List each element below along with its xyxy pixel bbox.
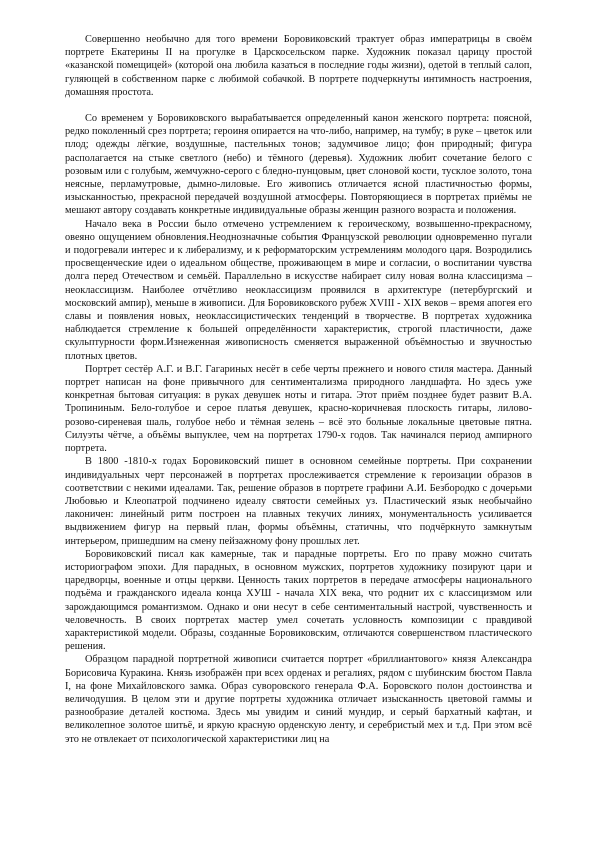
paragraph-7: Образцом парадной портретной живописи считается портрет «бриллиантового» князя Александра Борисовича Куракина. Князь изображён при всех орденах и регалиях, рядом с шубинским бюстом Павла I, на фоне Михайловского замка. Образ суворовского генерала Ф.А. Боровского полон достоинства и величодушия. В целом эти и другие портреты художника отличает изысканность цветовой гаммы и разнообразие деталей костюма. Здесь мы увидим и синий мундир, и серый бархатный кафтан, и великолепное золотое шитьё, и яркую красную орденскую ленту, и серебристый мех и т.д. При этом всё это не отвлекает от психологической характеристики лиц на bbox=[65, 654, 532, 745]
paragraph-3: Начало века в России было отмечено устремлением к героическому, возвышенно-прекрасному, овеяно ощущением обновления.Неоднозначные события Французской революции одновременно пугали и подогревали интерес и к либерализму, и к реформаторским устремлениям молодого царя. Возродились просвещенческие идеи о идеальном обществе, проживающем в мире и согласии, о воспитании чувства долга перед Отечеством и семьёй. Параллельно в искусстве набирает силу новая волна классицизма – неоклассицизм. Наиболее отчётливо неоклассицизм проявился в архитектуре (петербургский и московский ампир), меньше в живописи. Для Боровиковского рубеж XVIII - XIX веков – время апогея его славы и появления новых, неоклассицистических тенденций в творчестве. В портретах художника наблюдается стремление к большей определённости характеристик, строгой пластичности, даже скульптурности форм.Изнеженная живописность сменяется выраженной объёмностью и звучностью плотных цветов. bbox=[65, 218, 532, 362]
paragraph-4: Портрет сестёр А.Г. и В.Г. Гагариных несёт в себе черты прежнего и нового стиля мастера. Данный портрет написан на фоне привычного для сентиментализма природного ландшафта. Но здесь уже конкретная бытовая ситуация: в руках девушек ноты и гитара. Этот приём позднее будет развит В.А. Тропининым. Бело-голубое и серое платья девушек, красно-коричневая плоскость гитары, лилово-розово-сиреневая шаль, голубое небо и тёмная зелень – всё это больные локальные цветовые пятна. Силуэты чётче, а объёмы выпуклее, чем на портретах 1790-х годов. Так начинался период ампирного портрета. bbox=[65, 363, 532, 455]
paragraph-2: Со временем у Боровиковского вырабатывается определенный канон женского портрета: поясной, редко поколенный срез портрета; героиня опирается на что-либо, например, на тумбу; в руке – цветок или плод; одежды лёгкие, воздушные, пастельных тонов; задумчивое лицо; фон природный; фигура располагается на стыке светлого (небо) и тёмного (деревья). Художник любит сочетание белого с розовым или с голубым, жемчужно-серого с бледно-пунцовым, цвет слоновой кости, тусклое золото, тона неясные, перламутровые, дымно-лиловые. Его живопись отличается ясной пластичностью формы, изысканностью, прекрасной передачей воздушной атмосферы. Повторяющиеся в портретах приёмы не мешают автору создавать конкретные индивидуальные образы женщин разного возраста и положения. bbox=[65, 113, 532, 217]
paragraph-1: Совершенно необычно для того времени Боровиковский трактует образ императрицы в своём портрете Екатерины II на прогулке в Царскосельском парке. Художник показал царицу простой «казанской помещицей» (которой она любила казаться в последние годы жизни), одетой в теплый салоп, гуляющей в собственном парке с любимой собачкой. В портрете подчеркнуты интимность настроения, домашняя простота. bbox=[65, 34, 532, 98]
paragraph-5: В 1800 -1810-х годах Боровиковский пишет в основном семейные портреты. При сохранении индивидуальных черт персонажей в портретах прослеживается стремление к героизации образов в соответствии с некими идеалами. Так, решение образов в портрете графини А.И. Безбородко с дочерьми Любовью и Клеопатрой подчинено идеалу святости семейных уз. Пластический язык необычайно лаконичен: линейный ритм построен на плавных текучих линиях, монументальность усиливается выдвижением фигур на первый план, формы объёмны, статичны, что подчёркнуто замкнутым интерьером, пришедшим на смену пейзажному фону прошлых лет. bbox=[65, 456, 532, 547]
paragraph-6: Боровиковский писал как камерные, так и парадные портреты. Его по праву можно считать историографом эпохи. Для парадных, в основном мужских, портретов художнику позируют цари и царедворцы, военные и отцы церкви. Ценность таких портретов в передаче атмосферы национального подъёма и гражданского идеала конца ХУШ - начала XIX века, что роднит их с классицизмом или зарождающимся романтизмом. Однако и они несут в себе сентиментальный настрой, чувственность и человечность. В своих портретах мастер умел сочетать условность композиции с правдивой характеристикой модели. Образы, созданные Боровиковским, отличаются совершенством пластического решения. bbox=[65, 548, 532, 653]
